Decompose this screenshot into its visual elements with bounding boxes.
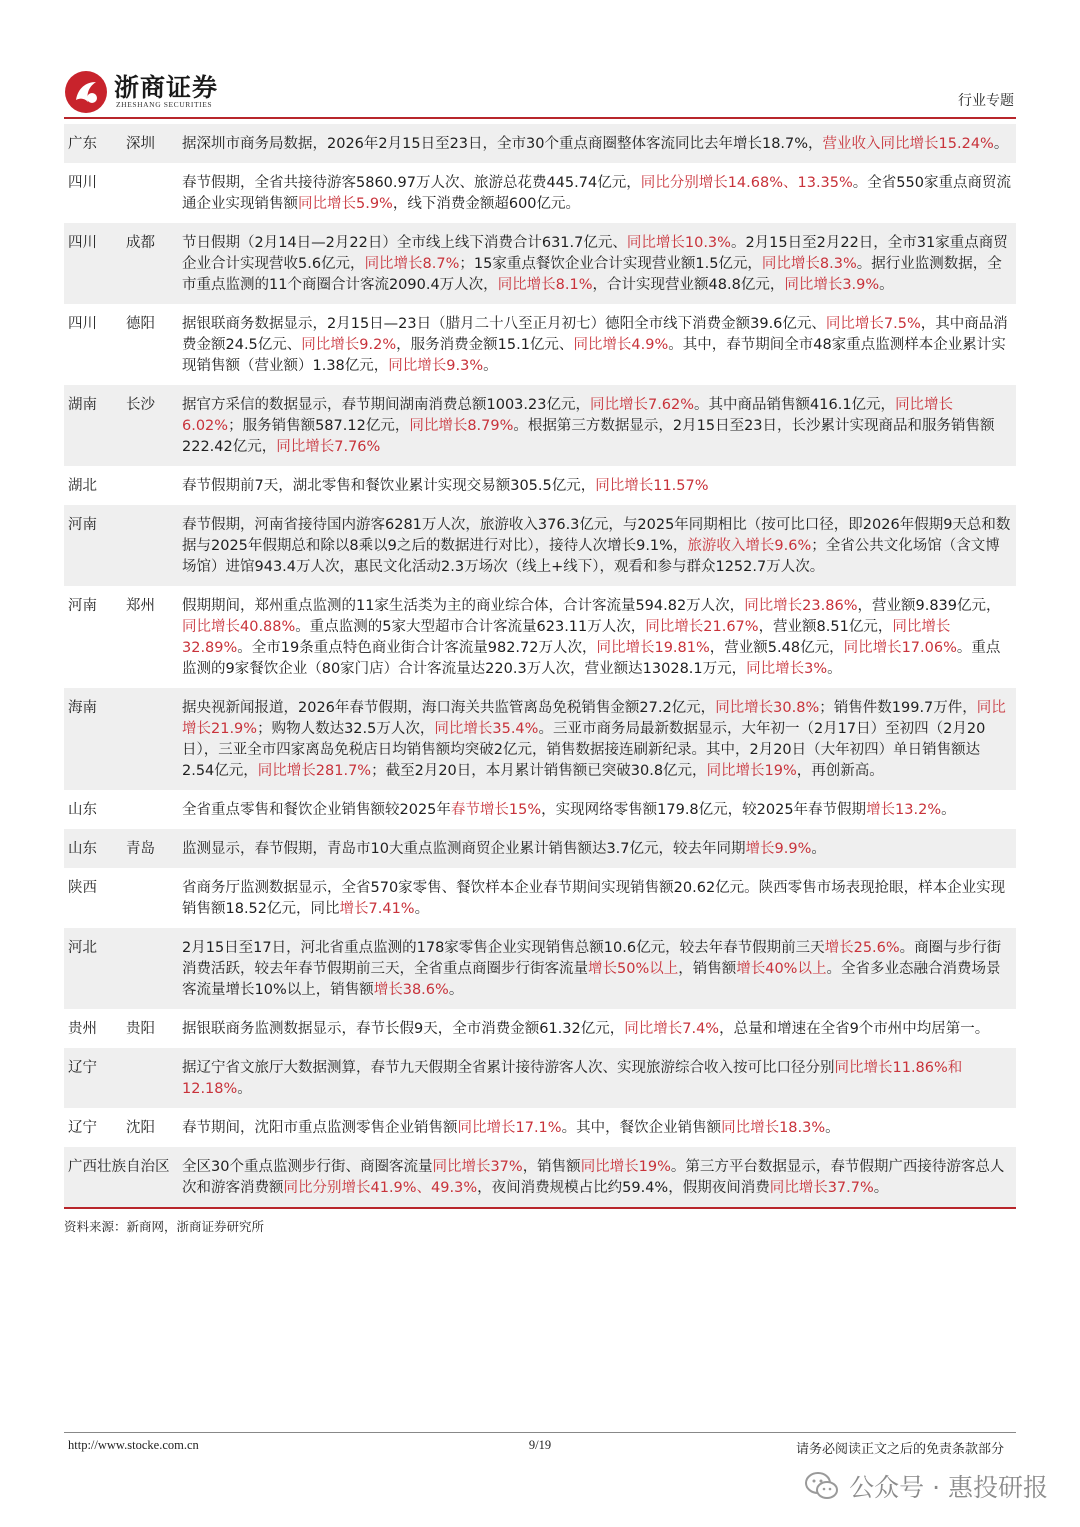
growth-highlight: 同比分别增长14.68%、13.35% [640, 175, 853, 191]
text-segment: 。全省多业态融合消费场景客流量增长10%以上，销售额 [182, 961, 1001, 998]
growth-highlight: 同比增长37% [432, 1159, 523, 1175]
text-segment: ；全省公共文化场馆（含文博场馆）进馆943.4万人次，惠民文化活动2.3万场次（线上+线下），观看和参与群众1252.7万人次。 [182, 538, 1000, 575]
text-segment: 春节期间，沈阳市重点监测零售企业销售额 [182, 1120, 458, 1136]
table-row [64, 688, 1016, 790]
province-cell: 四川 [68, 316, 97, 332]
growth-highlight: 同比增长21.9% [182, 700, 1006, 737]
text-segment: ，销售额 [678, 961, 737, 977]
description-cell [182, 476, 1012, 497]
growth-highlight: 同比增长6.02% [182, 397, 954, 434]
growth-highlight: 同比增长21.67% [645, 619, 759, 635]
province-cell: 湖南 [68, 397, 97, 413]
description-cell [182, 395, 1012, 458]
description-cell [182, 596, 1012, 680]
growth-highlight: 增长25.6% [824, 940, 900, 956]
description-cell [182, 800, 1012, 821]
province-cell: 河南 [68, 517, 97, 533]
text-segment: ，服务消费金额15.1亿元、 [396, 337, 574, 353]
text-segment: 。 [827, 661, 842, 677]
growth-highlight: 同比增长8.3% [761, 256, 857, 272]
text-segment: 。重点监测的5家大型超市合计客流量623.11万人次， [295, 619, 646, 635]
text-segment: 。根据第三方数据显示，2月15日至23日，长沙累计实现商品和服务销售额222.42亿元， [182, 418, 995, 455]
table-row [64, 163, 1016, 223]
growth-highlight: 同比增长3.9% [784, 277, 880, 293]
text-segment: 。全市19条重点特色商业街合计客流量982.72万人次， [237, 640, 597, 656]
table-row [64, 1048, 1016, 1108]
table-row [64, 466, 1016, 505]
text-segment: 。 [811, 841, 826, 857]
growth-highlight: 同比增长18.3% [721, 1120, 826, 1136]
growth-highlight: 春节增长15% [450, 802, 542, 818]
table-row [64, 1009, 1016, 1048]
text-segment: 。 [414, 901, 430, 917]
text-segment: 。第三方平台数据显示，春节假期广西接待游客总人次和游客消费额 [182, 1159, 1005, 1196]
text-segment: 。其中商品销售额416.1亿元， [694, 397, 896, 413]
text-segment: 。三亚市商务局最新数据显示，大年初一（2月17日）至初四（2月20日），三亚全市四家离岛免税店日均销售额均突破2亿元，销售数据接连刷新纪录。其中，2月20日（大年初四）单日销售额达2.54亿元， [182, 721, 986, 779]
growth-highlight: 同比增长4.9% [573, 337, 669, 353]
description-cell [182, 839, 1012, 860]
text-segment: ，营业额9.839亿元， [857, 598, 1001, 614]
footer-url-link[interactable]: http://www.stocke.com.cn [68, 1438, 199, 1452]
province-cell: 陕西 [68, 880, 97, 896]
description-cell [182, 1019, 1012, 1040]
description-cell [182, 515, 1012, 578]
text-segment: ，夜间消费规模占比约59.4%，假期夜间消费 [477, 1180, 770, 1196]
description-cell [182, 878, 1012, 920]
growth-highlight: 同比增长7.4% [624, 1021, 720, 1037]
text-segment: 。其中，春节期间全市48家重点监测样本企业累计实现销售额（营业额）1.38亿元， [182, 337, 1006, 374]
text-segment: ，营业额5.48亿元， [709, 640, 844, 656]
description-cell [182, 938, 1012, 1001]
growth-highlight: 增长7.41% [339, 901, 415, 917]
description-cell [182, 1157, 1012, 1199]
text-segment: 据辽宁省文旅厅大数据测算，春节九天假期全省累计接待游客人次、实现旅游综合收入按可比口径分别 [182, 1060, 835, 1076]
table-row [64, 829, 1016, 868]
description-cell [182, 173, 1012, 215]
brand-name-en: ZHESHANG SECURITIES [116, 100, 213, 109]
city-cell [126, 938, 182, 1001]
growth-highlight: 同比增长11.57% [595, 478, 709, 494]
growth-highlight: 同比增长37.7% [769, 1180, 874, 1196]
text-segment: 全区30个重点监测步行街、商圈客流量 [182, 1159, 433, 1175]
city-cell: 郑州 [126, 598, 155, 614]
text-segment: 据银联商务数据显示，2月15日—23日（腊月二十八至正月初七）德阳全市线下消费金额39.6亿元、 [182, 316, 826, 332]
text-segment: ，总量和增速在全省9个市州中均居第一。 [719, 1021, 990, 1037]
growth-highlight: 同比增长8.79% [409, 418, 514, 434]
province-cell: 辽宁 [68, 1120, 97, 1136]
text-segment: 全省重点零售和餐饮企业销售额较2025年 [182, 802, 451, 818]
description-cell [182, 1058, 1012, 1100]
text-segment: ，线下消费金额超600亿元。 [392, 196, 581, 212]
table-row [64, 586, 1016, 688]
description-cell [182, 314, 1012, 377]
consumption-data-table [64, 124, 1016, 1235]
growth-highlight: 同比增长8.1% [497, 277, 593, 293]
brand-name-cn: 浙商证券 [114, 73, 219, 102]
province-cell: 河北 [68, 940, 97, 956]
table-row [64, 124, 1016, 163]
text-segment: 春节假期，全省共接待游客5860.97万人次、旅游总花费445.74亿元， [182, 175, 641, 191]
table-row [64, 1108, 1016, 1147]
text-segment: 据深圳市商务局数据，2026年2月15日至23日，全市30个重点商圈整体客流同比去年增长18.7%， [182, 136, 823, 152]
wechat-watermark [805, 1466, 1048, 1506]
city-cell [126, 476, 182, 497]
city-cell [126, 800, 182, 821]
province-cell: 四川 [68, 175, 97, 191]
growth-highlight: 同比增长17.06% [843, 640, 957, 656]
footer-disclaimer: 请务必阅读正文之后的免责条款部分 [795, 1442, 1004, 1457]
description-cell [182, 134, 1012, 155]
growth-highlight: 同比增长10.3% [626, 235, 731, 251]
growth-highlight: 同比增长19% [580, 1159, 671, 1175]
city-cell: 成都 [126, 235, 155, 251]
city-cell [126, 878, 182, 920]
province-cell: 海南 [68, 700, 97, 716]
wechat-icon [805, 1471, 839, 1501]
text-segment: ，销售额 [522, 1159, 581, 1175]
description-cell [182, 233, 1012, 296]
growth-highlight: 同比分别增长41.9%、49.3% [283, 1180, 478, 1196]
text-segment: 春节假期，河南省接待国内游客6281万人次，旅游收入376.3亿元，与2025年同期相比（按可比口径，即2026年假期9天总和数据与2025年假期总和除以8乘以9之后的数据进行对比），接待人次增长9.1%， [182, 517, 1011, 554]
table-bottom-rule [64, 1207, 1016, 1209]
text-segment: ，营业额8.51亿元， [758, 619, 893, 635]
growth-highlight: 同比增长5.9% [298, 196, 393, 212]
table-row [64, 505, 1016, 586]
city-cell: 青岛 [126, 841, 155, 857]
province-cell: 辽宁 [68, 1060, 97, 1076]
province-cell: 山东 [68, 841, 97, 857]
text-segment: 。2月15日至2月22日，全市31家重点商贸企业合计实现营收5.6亿元， [182, 235, 1008, 272]
text-segment: 。 [825, 1120, 840, 1136]
text-segment: 据银联商务监测数据显示，春节长假9天，全市消费金额61.32亿元， [182, 1021, 625, 1037]
city-cell: 深圳 [126, 136, 155, 152]
city-cell: 沈阳 [126, 1120, 155, 1136]
page-header [64, 66, 1016, 114]
growth-highlight: 增长50%以上 [588, 961, 679, 977]
text-segment: 。 [483, 358, 498, 374]
zheshang-logo-icon [64, 70, 108, 114]
city-cell: 贵阳 [126, 1021, 155, 1037]
text-segment: ；服务销售额587.12亿元， [228, 418, 410, 434]
growth-highlight: 旅游收入增长9.6% [687, 538, 812, 554]
text-segment: ；购物人数达32.5万人次， [257, 721, 435, 737]
province-cell: 河南 [68, 598, 97, 614]
growth-highlight: 同比增长7.62% [589, 397, 695, 413]
text-segment: 。商圈与步行街消费活跃，较去年春节假期前三天，全省重点商圈步行街客流量 [182, 940, 1002, 977]
page-number: 9/19 [528, 1438, 552, 1452]
table-row [64, 868, 1016, 928]
table-row [64, 385, 1016, 466]
text-segment: 据央视新闻报道，2026年春节假期，海口海关共监管离岛免税销售金额27.2亿元， [182, 700, 716, 716]
growth-highlight: 增长13.2% [866, 802, 942, 818]
city-cell [126, 515, 182, 578]
city-cell [126, 698, 182, 782]
text-segment: 节日假期（2月14日—2月22日）全市线上线下消费合计631.7亿元、 [182, 235, 627, 251]
table-row [64, 928, 1016, 1009]
city-cell [126, 1058, 182, 1100]
growth-highlight: 同比增长40.88% [182, 619, 296, 635]
text-segment: 。 [237, 1081, 252, 1097]
growth-highlight: 同比增长11.86%和12.18% [182, 1060, 963, 1097]
growth-highlight: 同比增长8.7% [364, 256, 460, 272]
growth-highlight: 增长9.9% [745, 841, 812, 857]
text-segment: ，再创新高。 [796, 763, 884, 779]
growth-highlight: 同比增长35.4% [434, 721, 539, 737]
province-cell: 广东 [68, 136, 97, 152]
growth-highlight: 同比增长7.5% [825, 316, 921, 332]
text-segment: ；15家重点餐饮企业合计实现营业额1.5亿元， [459, 256, 762, 272]
growth-highlight: 同比增长7.76% [276, 439, 381, 455]
text-segment: ，合计实现营业额48.8亿元， [592, 277, 785, 293]
text-segment: 。 [879, 277, 894, 293]
growth-highlight: 同比增长281.7% [257, 763, 372, 779]
table-row [64, 1147, 1016, 1207]
watermark-text: 公众号 · 惠投研报 [849, 1473, 1048, 1502]
city-cell [126, 173, 182, 215]
table-rows [64, 124, 1016, 1207]
table-row [64, 304, 1016, 385]
text-segment: ，其中商品消费金额24.5亿元、 [182, 316, 1008, 353]
growth-highlight: 同比增长19.81% [596, 640, 710, 656]
text-segment: 。其中，餐饮企业销售额 [561, 1120, 722, 1136]
text-segment: 。 [993, 136, 1009, 152]
text-segment: 。 [873, 1180, 889, 1196]
text-segment: 省商务厅监测数据显示，全省570家零售、餐饮样本企业春节期间实现销售额20.62亿元。陕西零售市场表现抢眼，样本企业实现销售额18.52亿元，同比 [182, 880, 1006, 917]
table-row [64, 223, 1016, 304]
growth-highlight: 同比增长32.89% [182, 619, 951, 656]
description-cell [182, 1118, 1012, 1139]
growth-highlight: 同比增长9.2% [301, 337, 397, 353]
growth-highlight: 同比增长17.1% [457, 1120, 562, 1136]
province-cell: 四川 [68, 235, 97, 251]
text-segment: 。 [448, 982, 464, 998]
source-note: 资料来源：新商网，浙商证券研究所 [64, 1219, 265, 1234]
growth-highlight: 同比增长23.86% [744, 598, 858, 614]
text-segment: 假期期间，郑州重点监测的11家生活类为主的商业综合体，合计客流量594.82万人次， [182, 598, 745, 614]
header-divider [64, 117, 1016, 119]
province-cell: 贵州 [68, 1021, 97, 1037]
text-segment: 。 [941, 802, 956, 818]
growth-highlight: 增长40%以上 [736, 961, 827, 977]
city-cell: 长沙 [126, 397, 155, 413]
growth-highlight: 同比增长19% [706, 763, 797, 779]
province-cell: 山东 [68, 802, 97, 818]
text-segment: 2月15日至17日，河北省重点监测的178家零售企业实现销售总额10.6亿元，较去年春节假期前三天 [182, 940, 825, 956]
growth-highlight: 同比增长30.8% [715, 700, 820, 716]
footer-divider [64, 1432, 1016, 1433]
text-segment: 。全省550家重点商贸流通企业实现销售额 [182, 175, 1011, 212]
text-segment: 。重点监测的9家餐饮企业（80家门店）合计客流量达220.3万人次，营业额达13028.1万元， [182, 640, 1001, 677]
text-segment: 据官方采信的数据显示，春节期间湖南消费总额1003.23亿元， [182, 397, 590, 413]
growth-highlight: 同比增长3% [746, 661, 828, 677]
province-cell: 广西壮族自治区 [68, 1159, 170, 1175]
document-type-label: 行业专题 [958, 93, 1014, 109]
description-cell [182, 698, 1012, 782]
growth-highlight: 营业收入同比增长15.24% [822, 136, 994, 152]
text-segment: 监测显示，春节假期，青岛市10大重点监测商贸企业累计销售额达3.7亿元，较去年同期 [182, 841, 746, 857]
text-segment: ；销售件数199.7万件， [819, 700, 977, 716]
province-cell: 湖北 [68, 478, 97, 494]
table-row [64, 790, 1016, 829]
growth-highlight: 增长38.6% [373, 982, 449, 998]
growth-highlight: 同比增长9.3% [388, 358, 484, 374]
text-segment: 春节假期前7天，湖北零售和餐饮业累计实现交易额305.5亿元， [182, 478, 596, 494]
text-segment: ，实现网络零售额179.8亿元，较2025年春节假期 [541, 802, 867, 818]
text-segment: ；截至2月20日，本月累计销售额已突破30.8亿元， [371, 763, 707, 779]
city-cell: 德阳 [126, 316, 155, 332]
text-segment: 。据行业监测数据，全市重点监测的11个商圈合计客流2090.4万人次， [182, 256, 1002, 293]
